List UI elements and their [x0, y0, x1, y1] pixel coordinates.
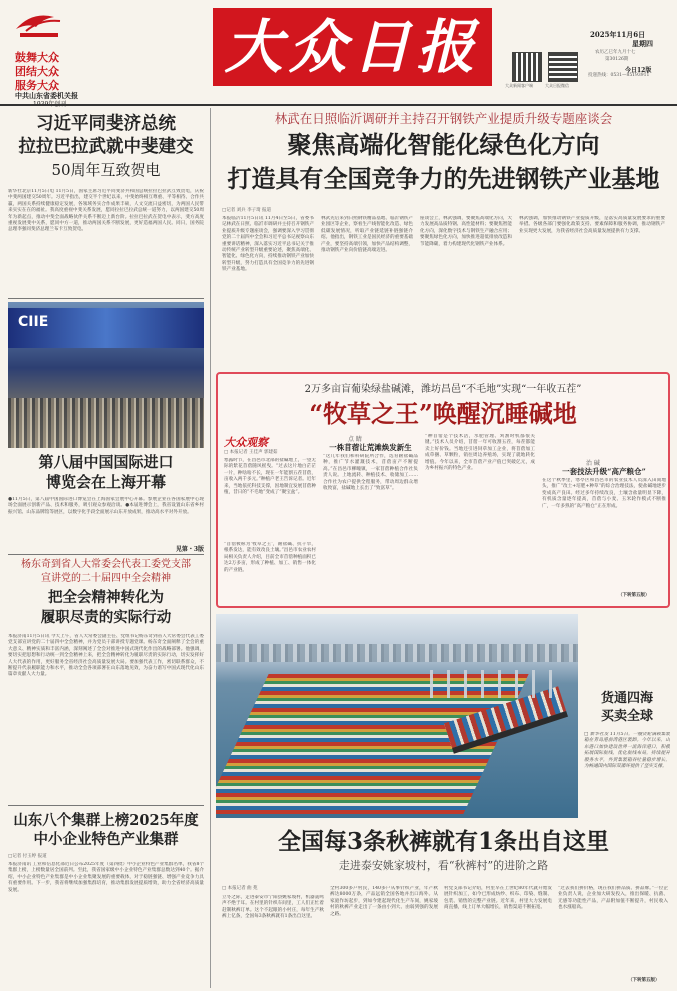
xi-fiji-article	[8, 113, 204, 313]
plenary-body: 本报济南11月5日讯 今天上午，省人大常委会副主任、党组书记杨东奇到省人大常委会代表工委党支部宣讲党的二十届四中全会精神，并为党员干部讲授专题党课。杨东奇全面阐释了全会的重大意义、精神实质和丰富内涵，深刻阐述了全会对推进中国式现代化作出的战略部署。他强调，要切实把思想和行动统一到全会精神上来，把全会精神转化为履职尽责的实际行动，切实发挥好人大代表的作用，更好服务全省经济社会高质量发展大局。要加强代表工作，密切联系群众，不断提升代表履职能力和水平，推动全会各项部署在山东落地见效，为奋力谱写中国式现代化山东篇章贡献人大力量。	[8, 634, 204, 678]
bottom-headline: 全国每3条秋裤就有1条出自这里	[277, 828, 609, 855]
slogan-3: 服务大众	[15, 79, 59, 92]
delivery-phone: 投递热线：0531—85193911	[588, 73, 650, 78]
expo-headline-1: 第八届中国国际进口	[38, 453, 174, 471]
feature-column-logo: 大众观察	[224, 436, 268, 449]
plenary-headline-2: 履职尽责的实际行动	[40, 609, 172, 626]
sme-headline-2: 中小企业特色产业集群	[33, 831, 179, 848]
expo-article	[8, 452, 204, 553]
trade-caption: □ 新华社发 11月5日，一艘货轮满载集装箱在青岛港前湾港区装卸。今年以来，山东港口加快建设世界一流海洋港口，积极拓展国际航线，优化航线布局，持续提升服务水平，外贸集装箱吞吐量稳步增长，为畅通国内国际双循环提供了坚实支撑。	[584, 732, 670, 770]
masthead-divider	[0, 104, 677, 106]
trade-title-1: 货通四海	[600, 691, 653, 706]
expo-photo	[8, 302, 204, 448]
port-city-skyline	[216, 644, 578, 662]
feature-point-body: “这几年我们和科研院所合作，选育耐盐碱品种，推广节水灌溉技术，苜蓿亩产不断提高。”在昌邑市柳疃镇，一家苜蓿种植合作社负责人说。上地流转、种植技术、收储加工……合作社为农户提供全程服务，带动周边群众增收致富，盐碱地上长出了“致富草”。	[323, 454, 418, 492]
issue-lunar: 农历乙巳年九月十七	[595, 50, 636, 55]
feature-kicker: 2万多亩盲葡染绿盐碱滩，潍坊昌邑“不毛地”实现“一年收五茬”	[304, 384, 582, 395]
expo-body: ●11月5日，第八届中国国际进口博览会在上海国家会展中心开幕。参展企业在各国家展中心现场全面展示创新产品、技术和服务，吸引观众参观洽谈。●本届进博会上，我省设置山东省乡村振兴馆、山东品牌馆等展区，以数字化手段全面展示山东开放成果，推动高水平对外开放。	[8, 497, 204, 515]
expo-page-ref[interactable]: 见第・3版	[175, 546, 204, 553]
left-divider-1	[8, 298, 204, 299]
lead-story	[216, 110, 671, 196]
bottom-byline: □ 本报记者 曲 苑	[222, 886, 258, 891]
newspaper-emblem-icon	[12, 9, 66, 39]
feature-byline: □ 本报记者 王佳声 郭建茹	[224, 450, 278, 455]
bottom-story	[216, 826, 671, 874]
feature-right-body: 在这个秋季里，寒亭区和昌邑市的农业技术人员深入田间地头，推广“改土+培肥+种草”的综合治理技法，使盐碱地逐步变成高产良田。经过多年持续改良，土壤含盐量明显下降，有机质含量逐年提高，苜蓿与小麦、玉米轮作模式不断推广，一年多熟的“高产粮仓”正在形成。	[542, 478, 666, 509]
feature-box	[216, 372, 670, 608]
org-name: 中共山东省委机关报	[15, 91, 78, 100]
qr-label-wechat: 大众日报微信	[545, 83, 569, 88]
bottom-body-1: 立冬之际，走进泰安市宁阳县姚家坡村，机器轰鸣声不绝于耳。在村里的针织车间里，工人们正忙着赶制秋裤订单。这个不起眼的小村庄，每年生产秋裤上亿条，全国每3条秋裤就有1条出自这里。	[222, 895, 324, 920]
xi-fiji-headline-3: 50周年互致贺电	[51, 161, 161, 179]
sme-headline-1: 山东八个集群上榜2025年度	[13, 812, 199, 829]
feature-mid-body: “种苜蓿是个技术活，水肥管理、刈割时机都很关键。”技术人员介绍，苜蓿一年可收割五茬，每茬都能卖上好价钱。当地还引进饲草加工企业，将苜蓿加工成草捆、草颗粒，销往周边养殖场，实现了就地转化增值。今年以来，全市苜蓿产业产值已突破亿元，成为乡村振兴的特色产业。	[425, 434, 535, 472]
bottom-subhead: 走进泰安姚家坡村，看“秋裤村”的进阶之路	[338, 859, 549, 872]
feature-body-1: 寒露时节，在昌邑市北部的盐碱地上，一望无际的紫花苜蓿随风摇曳。“过去这片地白茫茫一片，种啥啥不长，现在一年能割五茬苜蓿，亩收入两千多元。”种植户老王告诉记者。近年来，当地依托科技支撑，因地制宜发展苜蓿种植，昔日的“不毛地”变成了“聚宝盆”。	[224, 458, 316, 496]
plenary-article	[8, 558, 204, 784]
xi-fiji-headline-2: 拉拉巴拉武就中斐建交	[18, 137, 194, 157]
feature-point-label: 点 睛	[348, 436, 362, 443]
lead-body-1: 本报临沂11月5日讯 11月4日至5日，省委书记林武在日照、临沂市调研并主持召开钢铁产业提质升级专题座谈会，强调要深入学习贯彻党的二十届四中全会和习近平总书记视察山东重要讲话精神，深入落实习近平总书记关于推动传统产业转型升级重要论述，聚焦高端化、智能化、绿色化方向，持续推动钢铁产业加快转型升级，努力打造具有全国竞争力的先进钢铁产业基地。	[222, 216, 314, 273]
lead-kicker: 林武在日照临沂调研并主持召开钢铁产业提质升级专题座谈会	[274, 111, 613, 126]
feature-continued: （下转第五版）	[618, 593, 650, 598]
expo-headline-2: 博览会在上海开幕	[45, 473, 166, 491]
bottom-body-2: 全村300多户村民，140多户从事针织产业，年产秋裤达8000万条，产品远销全国各地并出口海外。从家庭作坊起步，到如今建起现代化生产车间，姚家坡村的秋裤产业走出了一条由小到大、由弱到强的发展之路。	[330, 886, 438, 917]
masthead-logo-text: 大众日报	[224, 13, 481, 81]
expo-logo-text: CIIE	[18, 314, 49, 330]
expo-crowd	[8, 398, 204, 448]
feature-point-title: 一株苜蓿让荒滩焕发新生	[329, 443, 412, 452]
issue-pages: 今日12版	[625, 67, 652, 74]
trade-caption-block	[584, 690, 670, 830]
plenary-kicker-2: 宣讲党的二十届四中全会精神	[41, 573, 171, 584]
issue-weekday: 星期四	[632, 39, 653, 48]
feature-right-label: 治 碱	[586, 460, 600, 467]
qr-code-app	[512, 52, 542, 82]
masthead	[0, 0, 677, 105]
feature-headline: “牧草之王”唤醒沉睡碱地	[309, 399, 577, 428]
port-cranes	[416, 670, 556, 698]
trade-title-2: 买卖全球	[600, 709, 653, 724]
port-photo	[216, 614, 578, 818]
column-divider	[210, 108, 211, 988]
lead-headline-1: 聚焦高端化智能化绿色化方向	[287, 130, 600, 159]
lead-byline: □记者 刘兵 李子琦 报道	[222, 208, 272, 213]
bottom-continued: （下转第五版）	[628, 978, 660, 983]
xi-fiji-headline-1: 习近平同斐济总统	[36, 114, 176, 134]
sme-article	[8, 811, 204, 986]
left-divider-2	[8, 554, 204, 555]
bottom-body-4: “过去我们拼价格，现在我们拼品质、拼品牌。”一位企业负责人说，企业加大研发投入，推出保暖、抗菌、无感等功能性产品，产品附加值不断提升，村民收入也水涨船高。	[558, 886, 668, 911]
lead-body-2: 林武先后来到日照钢铁精品基地、临沂钢铁产业园区等企业，察看生产线智能化改造、绿色低碳发展情况，听取产业链延链补链强链介绍。他指出，钢铁工业是国民经济的重要基础产业，要坚持高端引领，加快产品结构调整，推动钢铁产业向价值链高端迈进。	[321, 216, 413, 254]
lead-body-3: 座谈会上，林武强调，要聚焦高端化方向，大力发展高品质特钢、高性能材料；要聚焦智能化方向，深化数字技术与钢铁生产融合应用；要聚焦绿色化方向，加快推进超低排放改造和节能降碳，着力构建现代化钢铁产业体系。	[420, 216, 512, 247]
xi-fiji-body: 新华社北京11月5日电 11月5日，国家主席习近平同斐济共和国总统拉拉巴拉武互致贺电，庆祝中斐两国建交50周年。习近平指出，建交半个世纪以来，中斐始终相互尊重、平等相待、合作共赢，两国关系持续健康稳定发展，各领域务实合作成果丰硕，人文交流日益密切，为两国人民带来实实在在的福祉。我高度重视中斐关系发展，愿同拉拉巴拉武总统一道努力，以两国建交50周年为新起点，推动中斐全面战略伙伴关系不断迈上新台阶。拉拉巴拉武在贺电中表示，斐方高度重视发展斐中关系，愿同中方一道，推动两国关系不断发展，更好造福两国人民。同日，国务院总理李强同斐济总理兰布卡互致贺电。	[8, 189, 204, 233]
sme-byline: □记者 付玉婷 报道	[8, 854, 47, 859]
qr-label-app: 大众新闻客户端	[505, 83, 533, 88]
slogan-2: 团结大众	[15, 65, 59, 78]
lead-headline-2: 打造具有全国竞争力的先进钢铁产业基地	[227, 164, 660, 193]
issue-date: 2025年11月6日	[590, 30, 646, 39]
issue-number: 第30126期	[605, 57, 629, 62]
bottom-body-3: 村党支部书记介绍，村里早在上世纪80年代就开始发展针织加工，如今已形成纺纱、织布、印染、缝制、包装、销售的完整产业链。近年来，村里大力发展电商直播，线上订单大幅增长，销售渠道不断拓宽。	[444, 886, 552, 911]
slogan-1: 鼓舞大众	[15, 51, 59, 64]
feature-body-2: “苜蓿被称为‘牧草之王’，耐盐碱、抗干旱，根系发达，能有效改良土壤。”昌邑市农业农村局相关负责人介绍，目前全市苜蓿种植面积已达2万多亩，形成了种植、加工、销售一体化的产业链。	[224, 542, 316, 573]
qr-code-wechat	[548, 52, 578, 82]
masthead-logo	[213, 8, 492, 86]
left-divider-3	[8, 805, 204, 806]
feature-right-title: 一套技法升级“高产粮仓”	[562, 467, 646, 476]
lead-body-4: 林武强调，加快推动钢铁产业提质升级，是落实高质量发展要求的重要举措。各级各部门要强化政策支持、要素保障和服务协调，推动钢铁产业实现更大发展，为我省经济社会高质量发展提供有力支撑。	[519, 216, 665, 234]
plenary-headline-1: 把全会精神转化为	[48, 589, 164, 606]
sme-body: 本报济南讯 工业和信息化部近日公布2025年度（第四批）中小企业特色产业集群名单，我省8个集群上榜，上榜数量居全国前列。至此，我省国家级中小企业特色产业集群总数达到40个。据介绍，中小企业特色产业集群是中小企业集聚发展的重要载体，对于稳链强链、增强产业竞争力具有重要作用。下一步，我省将继续加强集群培育，推动集群发展提质增效，助力全省经济高质量发展。	[8, 862, 204, 893]
plenary-kicker-1: 杨东奇到省人大常委会代表工委党支部	[21, 559, 191, 570]
